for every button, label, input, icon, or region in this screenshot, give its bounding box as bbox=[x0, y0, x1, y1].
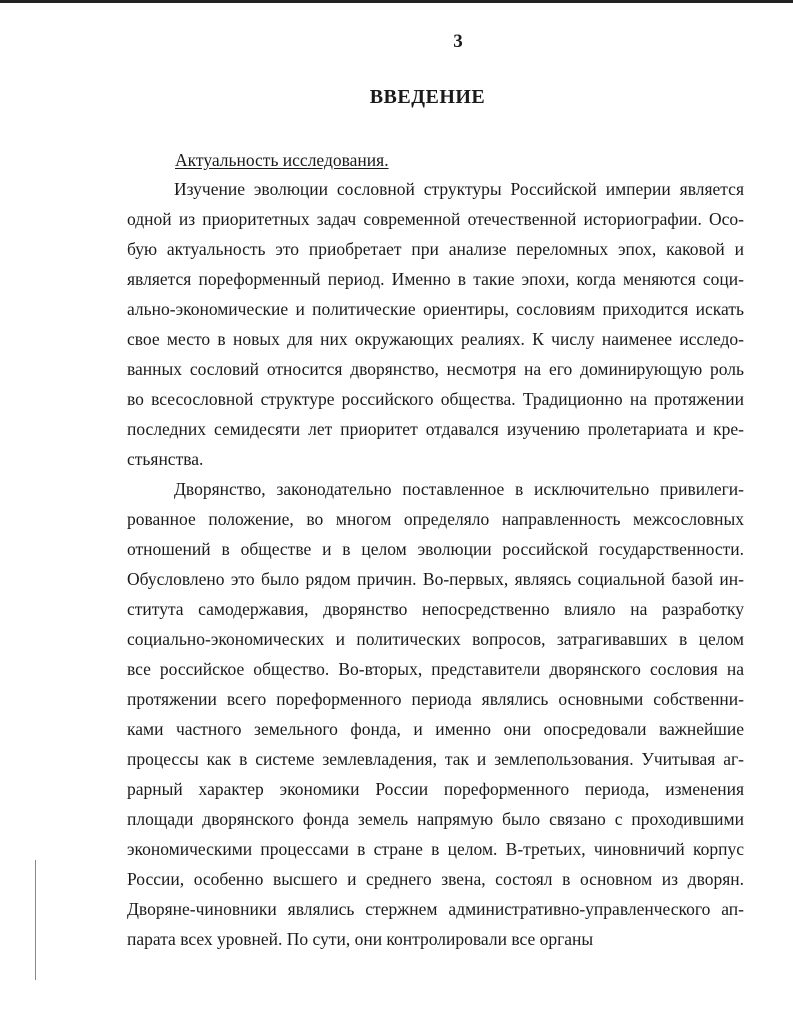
paragraph-line: Изучение эволюции сословной структуры Российской империи является bbox=[174, 179, 744, 199]
section-subheading: Актуальность исследования. bbox=[175, 150, 389, 170]
paragraph-line: экономическими процессами в стране в целом. В-третьих, чиновничий корпус bbox=[127, 839, 744, 859]
paragraph-2 bbox=[127, 474, 744, 954]
paragraph-line: рованное положение, во многом определяло направленность межсословных bbox=[127, 509, 744, 529]
paragraph-line: ками частного земельного фонда, и именно они опосредовали важнейшие bbox=[127, 719, 744, 739]
paragraph-line: рарный характер экономики России пореформенного периода, изменения bbox=[127, 779, 744, 799]
paragraph-line: все российское общество. Во-вторых, представители дворянского сословия на bbox=[127, 659, 744, 679]
paragraph-line: отношений в обществе и в целом эволюции российской государственности. bbox=[127, 539, 744, 559]
paragraph-1 bbox=[127, 174, 744, 474]
paragraph-line: ально-экономические и политические ориентиры, сословиям приходится искать bbox=[127, 299, 744, 319]
paragraph-line: Дворяне-чиновники являлись стержнем административно-управленческого ап- bbox=[127, 899, 744, 919]
paragraph-line: Дворянство, законодательно поставленное в исключительно привилеги- bbox=[174, 479, 744, 499]
paragraph-line: ванных сословий относится дворянство, несмотря на его доминирующую роль bbox=[127, 359, 744, 379]
page-title: ВВЕДЕНИЕ bbox=[369, 86, 486, 108]
paragraph-line: протяжении всего пореформенного периода являлись основными собственни- bbox=[127, 689, 744, 709]
paragraph-line: во всесословной структуре российского общества. Традиционно на протяжении bbox=[127, 389, 744, 409]
paragraph-line: одной из приоритетных задач современной отечественной историографии. Осо- bbox=[127, 209, 744, 229]
paragraph-line: является пореформенный период. Именно в такие эпохи, когда меняются соци- bbox=[127, 269, 744, 289]
paragraph-line: бую актуальность это приобретает при анализе переломных эпох, каковой и bbox=[127, 239, 744, 259]
paragraph-line: Обусловлено это было рядом причин. Во-первых, являясь социальной базой ин- bbox=[127, 569, 744, 589]
paragraph-line: процессы как в системе землевладения, так и землепользования. Учитывая аг- bbox=[127, 749, 744, 769]
paragraph-line: последних семидесяти лет приоритет отдавался изучению пролетариата и кре- bbox=[127, 419, 744, 439]
scan-margin-mark bbox=[35, 860, 36, 980]
paragraph-line: социально-экономических и политических вопросов, затрагивавших в целом bbox=[127, 629, 744, 649]
paragraph-line: России, особенно высшего и среднего звена, состоял в основном из дворян. bbox=[127, 869, 744, 889]
paragraph-line: парата всех уровней. По сути, они контролировали все органы bbox=[127, 929, 594, 949]
paragraph-line: ститута самодержавия, дворянство непосредственно влияло на разработку bbox=[127, 599, 744, 619]
paragraph-line: стьянства. bbox=[127, 449, 204, 469]
page-top-border bbox=[0, 0, 793, 3]
page-number: 3 bbox=[453, 31, 463, 52]
paragraph-line: площади дворянского фонда земель напрямую было связано с проходившими bbox=[127, 809, 744, 829]
paragraph-line: свое место в новых для них окружающих реалиях. К числу наименее исследо- bbox=[127, 329, 744, 349]
